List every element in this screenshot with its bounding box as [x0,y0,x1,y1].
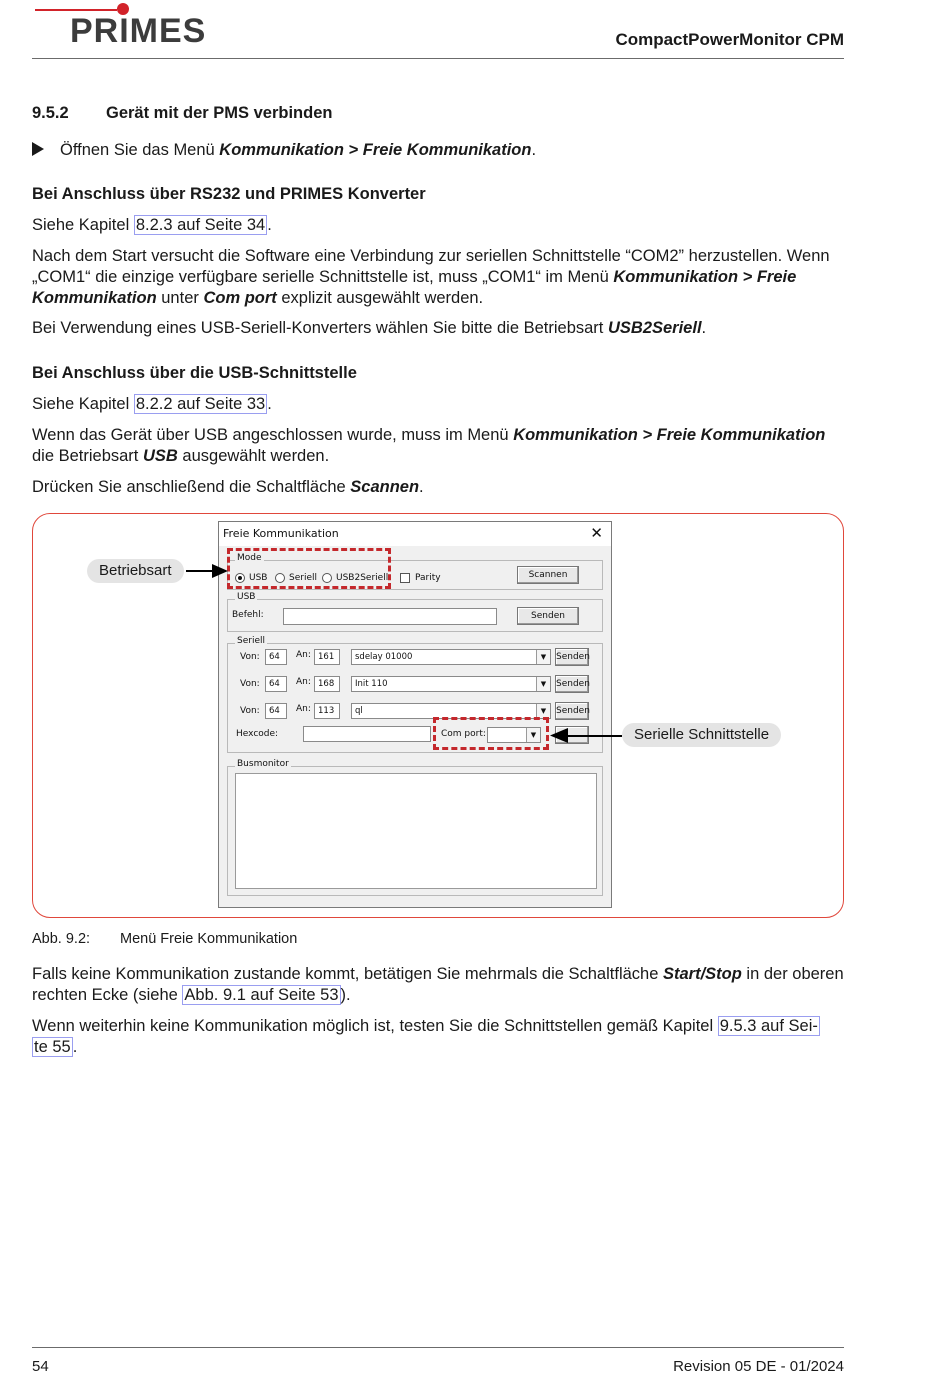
rs232-see-end: . [267,216,272,234]
usb-group-label: USB [237,592,256,602]
rs232-p1-comport: Com port [203,289,277,307]
radio-seriell-label: Seriell [289,573,317,583]
usb-p2-text: Drücken Sie anschließend die Schaltfläche [32,478,351,496]
seriell-send-button[interactable]: Senden [555,702,589,720]
rs232-p2-end: . [701,319,707,337]
dialog-title: Freie Kommunikation [223,527,339,540]
usb-p2-end: . [419,478,424,496]
rs232-p1-text2: unter [156,289,204,307]
after-p2-text: Wenn weiterhin keine Kommunikation möglich ist, testen Sie die Schnittstellen gemäß Kapitel [32,1017,718,1035]
von-input[interactable]: 64 [265,649,287,665]
link-chapter-8-2-2[interactable]: 8.2.2 auf Seite 33 [135,395,266,413]
troubleshoot-paragraph-2 [32,1016,844,1058]
rs232-paragraph-1 [32,246,844,309]
radio-usb2seriell-label: USB2Seriell [336,573,389,583]
seriell-group-label: Seriell [237,636,265,646]
section-title: Gerät mit der PMS verbinden [106,104,333,122]
troubleshoot-paragraph-1 [32,964,844,1006]
busmonitor-textarea[interactable] [235,773,597,889]
von-label: Von: [240,706,260,716]
header-rule [32,58,844,59]
revision-info: Revision 05 DE - 01/2024 [673,1358,844,1375]
section-heading [32,104,332,123]
von-input[interactable]: 64 [265,676,287,692]
arrow-left-icon [550,728,568,743]
mode-highlight [227,548,391,589]
usb-p1-menu: Kommunikation > Freie Kommunikation [513,426,826,444]
brand-logo: PRIMES [70,12,207,50]
section-number: 9.5.2 [32,104,69,122]
chevron-down-icon[interactable]: ▼ [536,650,550,664]
an-label: An: [296,704,311,714]
busmonitor-group-label: Busmonitor [237,759,289,769]
rs232-paragraph-2 [32,318,844,339]
an-input[interactable]: 113 [314,703,340,719]
link-chapter-9-5-3-cont[interactable]: te 55 [34,1038,71,1056]
parity-label: Parity [415,573,441,583]
after-p1-text2: in der oberen rechten Ecke (siehe [32,965,844,1004]
hexcode-input[interactable] [303,726,431,742]
an-input[interactable]: 161 [314,649,340,665]
befehl-label: Befehl: [232,610,264,620]
befehl-send-button[interactable]: Senden [517,607,579,625]
usb-p1-text2: die Betriebsart [32,447,143,465]
rs232-see-text: Siehe Kapitel [32,216,134,234]
chevron-down-icon[interactable]: ▼ [536,704,550,718]
parity-checkbox[interactable] [400,573,410,583]
rs232-p2-text: Bei Verwendung eines USB-Seriell-Konverters wählen Sie bitte die Betriebsart [32,319,608,337]
callout-serielle-schnittstelle: Serielle Schnittstelle [622,723,781,747]
usb-see-text: Siehe Kapitel [32,395,134,413]
arrow-line [566,735,622,737]
rs232-p1-menu: Kommunikation > Freie Kommunikation [32,268,797,307]
chevron-down-icon[interactable]: ▼ [536,677,550,691]
document-title: CompactPowerMonitor CPM [615,30,844,49]
link-chapter-9-5-3[interactable]: 9.5.3 auf Sei- [719,1017,818,1035]
rs232-see-chapter [32,215,844,236]
logo-accent-line [35,9,117,11]
usb-p2-scan: Scannen [350,478,420,496]
usb-p1-text3: ausgewählt werden. [177,447,330,465]
step-menu-path: Kommunikation > Freie Kommunikation [219,141,532,159]
page-number: 54 [32,1358,49,1375]
callout-betriebsart: Betriebsart [87,559,184,583]
after-p1-end: ). [340,986,351,1004]
step-text: Öffnen Sie das Menü [60,141,220,159]
usb-p1-text: Wenn das Gerät über USB angeschlossen wurde, muss im Menü [32,426,514,444]
command-select[interactable] [351,649,551,665]
rs232-p1-text3: explizit ausgewählt werden. [276,289,484,307]
dialog-titlebar [219,522,611,546]
usb-heading: Bei Anschluss über die USB-Schnittstelle [32,364,357,382]
usb-paragraph-2 [32,477,844,498]
step-text-end: . [531,141,537,159]
usb-see-end: . [267,395,272,413]
after-p1-button: Start/Stop [662,965,742,983]
rs232-p1-text: Nach dem Start versucht die Software eine Verbindung zur seriellen Schnittstelle “COM2” herzustellen. Wenn „COM1“ die einzige verfügbare serielle Schnittstelle ist, muss „COM1“ im Menü [32,247,830,286]
von-input[interactable]: 64 [265,703,287,719]
seriell-send-button[interactable]: Senden [555,675,589,693]
hexcode-label: Hexcode: [236,729,279,739]
usb-see-chapter [32,394,844,415]
comport-highlight [433,717,549,750]
comport-label: Com port: [441,729,486,739]
an-label: An: [296,677,311,687]
close-icon[interactable]: ✕ [590,524,603,542]
command-select-value: Init 110 [355,679,388,689]
usb-paragraph-1 [32,425,844,467]
rs232-p2-mode: USB2Seriell [607,319,702,337]
after-p1-text: Falls keine Kommunikation zustande kommt, betätigen Sie mehrmals die Schaltfläche [32,965,663,983]
von-label: Von: [240,679,260,689]
command-select[interactable] [351,676,551,692]
after-p2-end: . [72,1038,78,1056]
chevron-down-icon[interactable]: ▼ [526,728,540,742]
radio-usb-label: USB [249,573,268,583]
an-label: An: [296,650,311,660]
command-select-value: ql [355,706,363,716]
seriell-send-button[interactable]: Senden [555,648,589,666]
rs232-heading: Bei Anschluss über RS232 und PRIMES Konverter [32,185,426,203]
footer-rule [32,1347,844,1348]
step-arrow-icon [32,142,44,156]
command-select-value: sdelay 01000 [355,652,413,662]
link-figure-9-1[interactable]: Abb. 9.1 auf Seite 53 [184,986,339,1004]
scan-button[interactable]: Scannen [517,566,579,584]
link-chapter-8-2-3[interactable]: 8.2.3 auf Seite 34 [135,216,266,234]
mode-group-label: Mode [237,553,262,563]
figure-caption-text: Menü Freie Kommunikation [120,931,298,947]
arrow-right-icon [212,564,228,578]
instruction-step [32,140,844,161]
usb-p1-mode: USB [142,447,178,465]
figure-caption [32,931,297,947]
an-input[interactable]: 168 [314,676,340,692]
figure-number: Abb. 9.2: [32,931,91,947]
von-label: Von: [240,652,260,662]
befehl-input[interactable] [283,608,497,625]
